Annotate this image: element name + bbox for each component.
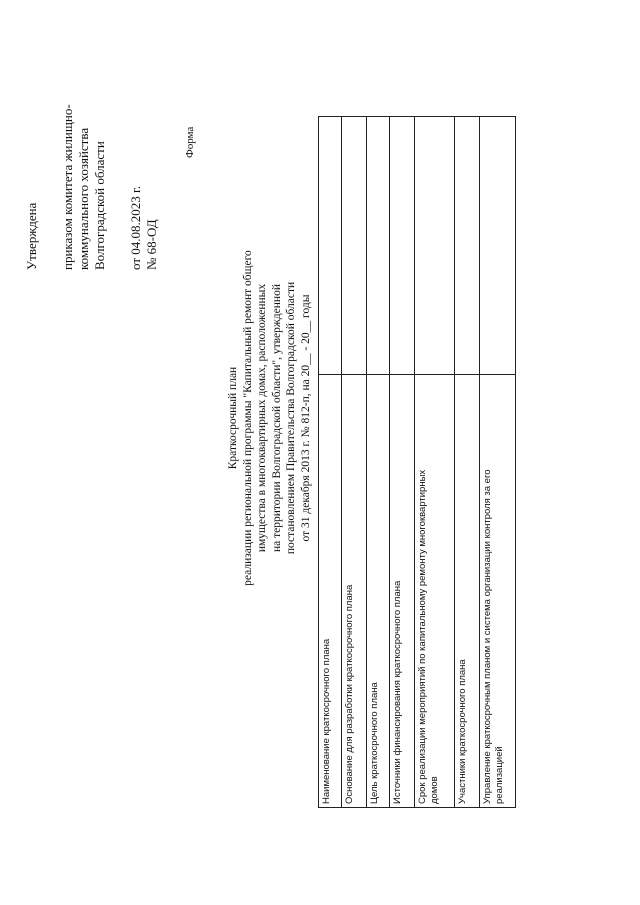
approval-spacer — [108, 104, 128, 270]
form-label: Форма — [184, 126, 196, 158]
approval-order-line-2: коммунального хозяйства — [76, 127, 91, 270]
row-value — [455, 117, 480, 375]
table-row — [367, 117, 390, 808]
row-value — [390, 117, 415, 375]
row-label — [319, 375, 342, 808]
row-label — [415, 375, 455, 808]
plan-table — [318, 116, 516, 808]
approval-order-line-3: Волгоградской области — [92, 141, 107, 270]
approval-date: от 04.08.2023 г. — [128, 185, 143, 270]
row-value — [367, 117, 390, 375]
table-row — [480, 117, 516, 808]
approval-block — [24, 104, 160, 270]
row-label-text: Срок реализации мероприятий по капитальному ремонту многоквартирных — [417, 469, 428, 804]
row-label — [455, 375, 480, 808]
approval-number: № 68-ОД — [144, 219, 159, 270]
row-value — [480, 117, 516, 375]
row-label-text: Цель краткосрочного плана — [369, 682, 380, 804]
row-label-text: Источники финансирования краткосрочного плана — [392, 580, 403, 804]
title-line: имущества в многоквартирных домах, расположенных — [256, 283, 269, 553]
row-label-text: домов — [428, 776, 440, 804]
approval-spacer — [40, 104, 60, 270]
row-label-text: Участники краткосрочного плана — [457, 659, 468, 804]
table-row — [342, 117, 367, 808]
row-label — [342, 375, 367, 808]
row-value — [342, 117, 367, 375]
row-value — [319, 117, 342, 375]
table-row — [415, 117, 455, 808]
row-label — [480, 375, 516, 808]
title-line: реализации региональной программы "Капитальный ремонт общего — [241, 250, 254, 586]
title-line: постановлением Правительства Волгоградской области — [285, 281, 298, 555]
row-label — [367, 375, 390, 808]
title-line: Краткосрочный план — [227, 366, 239, 470]
title-line: на территории Волгоградской области", утвержденной — [270, 284, 283, 552]
row-value — [415, 117, 455, 375]
row-label-text: Управление краткосрочным планом и система организации контроля за его — [482, 469, 493, 804]
approval-order-line-1: приказом комитета жилищно- — [60, 104, 75, 270]
approval-title: Утверждена — [24, 202, 39, 270]
title-line: от 31 декабря 2013 г. № 812-п, на 20__ - 20__ годы — [299, 294, 312, 542]
table-row — [390, 117, 415, 808]
table-row — [319, 117, 342, 808]
document-title — [226, 248, 314, 588]
row-label — [390, 375, 415, 808]
row-label-text: Основание для разработки краткосрочного плана — [344, 584, 355, 804]
table-row — [455, 117, 480, 808]
row-label-text: реализацией — [493, 746, 505, 804]
row-label-text: Наименование краткосрочного плана — [321, 638, 332, 804]
